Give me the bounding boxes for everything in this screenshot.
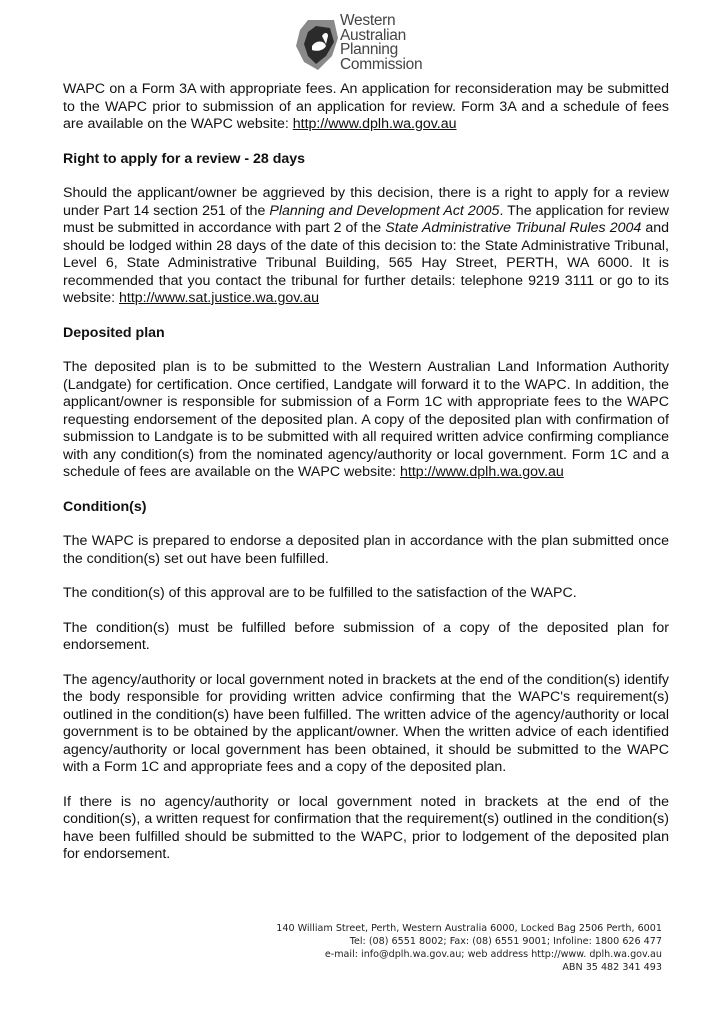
- deposited-plan-text: The deposited plan is to be submitted to the Western Australian Land Information Authority (Landgate) for certification. Once certified, Landgate will forward it to the WAPC. In addition, the applicant/owner is responsible for submission of a Form 1C with appropriate fees to the WAPC requesting endorsement of the deposited plan. A copy of the deposited plan with confirmation of submission to Landgate is to be submitted with all required written advice confirming compliance with any condition(s) from the nominated agency/authority or local government. Form 1C and a schedule of fees are available on the WAPC website:: [63, 359, 669, 480]
- conditions-paragraph-4: The agency/authority or local government noted in brackets at the end of the condition(s) identify the body responsible for providing written advice confirming that the WAPC's requirement(s) outlined in the condition(s) have been fulfilled. The written advice of the agency/authority or local government is to be obtained by the applicant/owner. When the written advice of each identified agency/authority or local government has been obtained, it should be submitted to the WAPC with a Form 1C and appropriate fees and a copy of the deposited plan.: [63, 671, 669, 775]
- footer-phone: Tel: (08) 6551 8002; Fax: (08) 6551 9001; Infoline: 1800 626 477: [349, 936, 662, 947]
- footer-email-web: e-mail: info@dplh.wa.gov.au; web address http://www. dplh.wa.gov.au: [324, 949, 662, 960]
- rules-title: State Administrative Tribunal Rules 2004: [385, 220, 642, 236]
- review-text-2: . The application for review must be submitted in accordance with part 2 of the: [63, 202, 670, 236]
- deposited-plan-paragraph: [63, 359, 669, 482]
- wapc-logo: [292, 12, 442, 80]
- logo-line-1: Western: [340, 12, 396, 29]
- conditions-paragraph-1: The WAPC is prepared to endorse a deposited plan in accordance with the plan submitted once the condition(s) set out have been fulfilled.: [63, 533, 669, 567]
- letter-body: [63, 81, 669, 881]
- review-text-3: and should be lodged within 28 days of the date of this decision to: the State Administrative Tribunal, Level 6, State Administrative Tribunal Building, 565 Hay Street, PERTH, WA 6000. It is recommended that you contact the tribunal for further details: telephone 9219 3111 or go to its website:: [63, 220, 670, 306]
- review-text-1: Should the applicant/owner be aggrieved by this decision, there is a right to apply for a review under Part 14 section 251 of the: [63, 185, 669, 219]
- wapc-website-link-2[interactable]: http://www.dplh.wa.gov.au: [400, 464, 564, 480]
- footer-address: 140 William Street, Perth, Western Australia 6000, Locked Bag 2506 Perth, 6001: [276, 923, 662, 934]
- sat-website-link[interactable]: http://www.sat.justice.wa.gov.au: [119, 290, 320, 306]
- conditions-paragraph-2: The condition(s) of this approval are to be fulfilled to the satisfaction of the WAPC.: [63, 585, 577, 601]
- act-title: Planning and Development Act 2005: [269, 202, 500, 219]
- logo-line-3: Planning: [340, 41, 398, 58]
- logo-line-4: Commission: [340, 55, 423, 73]
- review-heading: Right to apply for a review - 28 days: [63, 150, 306, 167]
- footer-abn: ABN 35 482 341 493: [562, 962, 662, 973]
- intro-paragraph: [63, 81, 669, 134]
- logo-wordmark: [340, 14, 422, 72]
- logo-line-2: Australian: [340, 26, 406, 44]
- conditions-paragraph-5: If there is no agency/authority or local government noted in brackets at the end of the condition(s), a written request for confirmation that the requirement(s) outlined in the condition(s) have been fulfilled should be submitted to the WAPC, prior to lodgement of the deposited plan for endorsement.: [63, 793, 669, 862]
- intro-text: WAPC on a Form 3A with appropriate fees. An application for reconsideration may be submitted to the WAPC prior to submission of an application for review. Form 3A and a schedule of fees are available on the WAPC website:: [63, 81, 669, 132]
- wapc-website-link[interactable]: http://www.dplh.wa.gov.au: [292, 116, 457, 132]
- deposited-plan-heading: Deposited plan: [63, 324, 165, 341]
- review-paragraph: [63, 185, 669, 308]
- conditions-paragraph-3: The condition(s) must be fulfilled before submission of a copy of the deposited plan for endorsement.: [63, 619, 669, 653]
- black-swan-emblem-icon: [294, 16, 340, 72]
- contact-footer: [276, 922, 662, 974]
- conditions-heading: Condition(s): [63, 498, 147, 515]
